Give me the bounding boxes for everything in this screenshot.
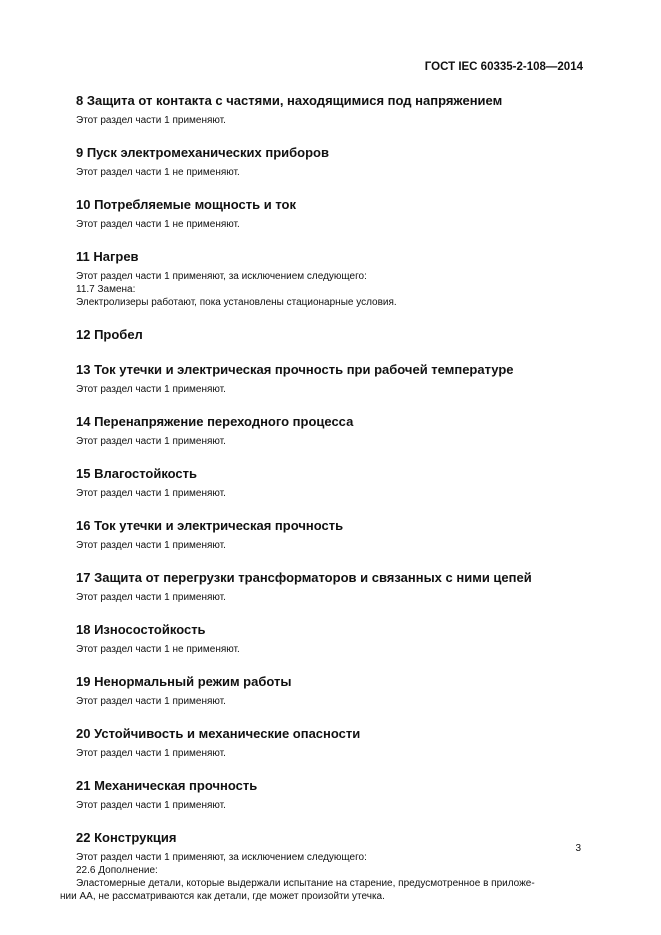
section-15 xyxy=(76,463,584,500)
section-text: Этот раздел части 1 применяют, за исключением следующего: xyxy=(76,852,367,863)
section-heading: 22 Конструкция xyxy=(76,830,177,845)
section-heading: 19 Ненормальный режим работы xyxy=(76,674,292,689)
section-13 xyxy=(76,359,584,396)
section-9 xyxy=(76,142,584,179)
section-16 xyxy=(76,515,584,552)
addition-paragraph-line-1 xyxy=(76,877,584,890)
section-heading: 11 Нагрев xyxy=(76,249,139,264)
section-text: Этот раздел части 1 не применяют. xyxy=(76,219,240,230)
section-14 xyxy=(76,411,584,448)
document-body xyxy=(60,90,584,903)
section-11 xyxy=(76,246,584,309)
section-heading: 9 Пуск электромеханических приборов xyxy=(76,145,329,160)
section-text: Этот раздел части 1 применяют. xyxy=(76,436,226,447)
section-text: Этот раздел части 1 применяют. xyxy=(76,800,226,811)
section-12 xyxy=(76,324,584,343)
section-heading: 14 Перенапряжение переходного процесса xyxy=(76,414,354,429)
section-text: Электролизеры работают, пока установлены стационарные условия. xyxy=(76,297,397,308)
section-heading: 20 Устойчивость и механические опасности xyxy=(76,726,361,741)
addition-paragraph-line-2: нии АА, не рассматриваются как детали, где может произойти утечка. xyxy=(60,891,385,902)
section-heading: 21 Механическая прочность xyxy=(76,778,258,793)
section-text: Этот раздел части 1 применяют, за исключением следующего: xyxy=(76,271,367,282)
section-text: Этот раздел части 1 применяют. xyxy=(76,488,226,499)
document-standard-number: ГОСТ IEC 60335-2-108—2014 xyxy=(424,61,583,73)
addition-text: Эластомерные детали, которые выдержали испытание на старение, предусмотренное в приложе- xyxy=(76,878,535,889)
section-heading: 16 Ток утечки и электрическая прочность xyxy=(76,518,344,533)
section-text: Этот раздел части 1 применяют. xyxy=(76,696,226,707)
section-8 xyxy=(76,90,584,127)
section-20 xyxy=(76,723,584,760)
section-heading: 15 Влагостойкость xyxy=(76,466,198,481)
page-number: 3 xyxy=(575,843,581,854)
section-heading: 18 Износостойкость xyxy=(76,622,206,637)
section-heading: 13 Ток утечки и электрическая прочность при рабочей температуре xyxy=(76,362,514,377)
section-text: Этот раздел части 1 не применяют. xyxy=(76,167,240,178)
section-10 xyxy=(76,194,584,231)
section-heading: 10 Потребляемые мощность и ток xyxy=(76,197,296,212)
section-text: Этот раздел части 1 применяют. xyxy=(76,540,226,551)
section-text: Этот раздел части 1 применяют. xyxy=(76,384,226,395)
section-18 xyxy=(76,619,584,656)
section-text: Этот раздел части 1 применяют. xyxy=(76,592,226,603)
section-heading: 17 Защита от перегрузки трансформаторов и связанных с ними цепей xyxy=(76,570,532,585)
section-heading: 8 Защита от контакта с частями, находящимися под напряжением xyxy=(76,93,503,108)
subclause-label: 22.6 Дополнение: xyxy=(76,865,158,876)
section-text: Этот раздел части 1 применяют. xyxy=(76,748,226,759)
section-heading: 12 Пробел xyxy=(76,327,143,342)
section-text: Этот раздел части 1 не применяют. xyxy=(76,644,240,655)
section-22 xyxy=(60,827,584,903)
subclause-label: 11.7 Замена: xyxy=(76,284,136,295)
section-21 xyxy=(76,775,584,812)
section-17 xyxy=(76,567,584,604)
section-19 xyxy=(76,671,584,708)
section-text: Этот раздел части 1 применяют. xyxy=(76,115,226,126)
